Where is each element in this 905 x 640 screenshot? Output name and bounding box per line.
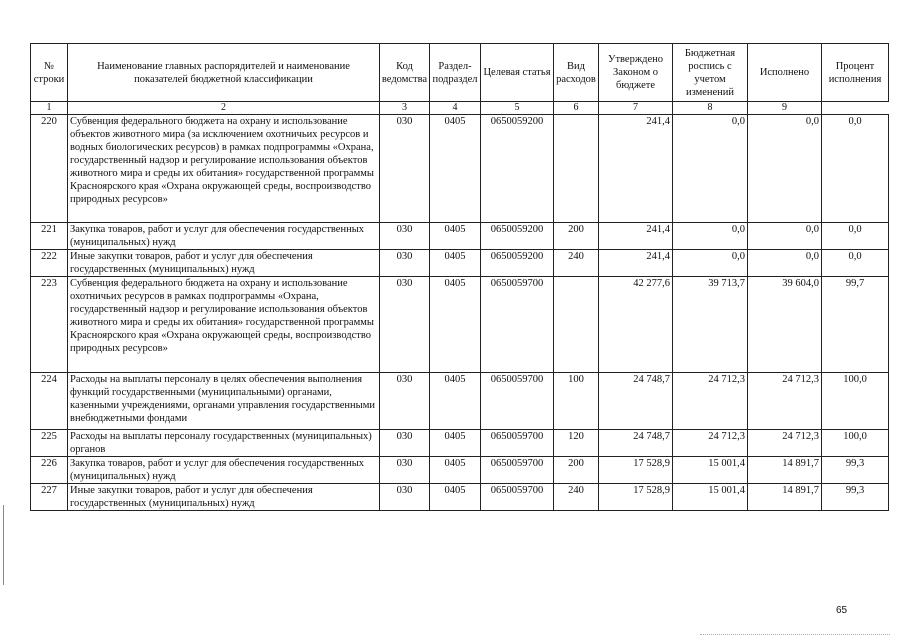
row-name: Расходы на выплаты персоналу в целях обеспечения выполнения функций государственными (муниципальными) органами, казенными учреждениями, органами управления государственными внебюджетными фондами	[68, 373, 380, 430]
table-row	[31, 457, 889, 484]
row-name: Иные закупки товаров, работ и услуг для обеспечения государственных (муниципальных) нужд	[68, 250, 380, 277]
header-name: Наименование главных распорядителей и наименование показателей бюджетной классификации	[68, 44, 380, 102]
approved-value: 17 528,9	[599, 457, 673, 484]
header-target-article: Целевая статья	[481, 44, 554, 102]
approved-value: 24 748,7	[599, 373, 673, 430]
budget-list-value: 15 001,4	[673, 484, 748, 511]
approved-value: 42 277,6	[599, 277, 673, 373]
section-code: 0405	[430, 223, 481, 250]
column-number-row	[31, 102, 889, 115]
approved-value: 241,4	[599, 115, 673, 223]
percent-value: 0,0	[822, 223, 889, 250]
row-number: 225	[31, 430, 68, 457]
column-number: 9	[748, 102, 822, 115]
dept-code: 030	[380, 373, 430, 430]
row-number: 223	[31, 277, 68, 373]
percent-value: 100,0	[822, 430, 889, 457]
executed-value: 24 712,3	[748, 430, 822, 457]
column-number: 8	[673, 102, 748, 115]
percent-value: 99,7	[822, 277, 889, 373]
header-row	[31, 44, 889, 102]
percent-value: 0,0	[822, 115, 889, 223]
section-code: 0405	[430, 430, 481, 457]
dept-code: 030	[380, 484, 430, 511]
row-number: 224	[31, 373, 68, 430]
table-row	[31, 115, 889, 223]
executed-value: 14 891,7	[748, 457, 822, 484]
row-number: 222	[31, 250, 68, 277]
target-article: 0650059700	[481, 457, 554, 484]
target-article: 0650059700	[481, 373, 554, 430]
expense-type: 240	[554, 484, 599, 511]
expense-type	[554, 115, 599, 223]
dept-code: 030	[380, 457, 430, 484]
budget-list-value: 0,0	[673, 115, 748, 223]
section-code: 0405	[430, 250, 481, 277]
footer-dotted-line	[700, 634, 890, 636]
dept-code: 030	[380, 430, 430, 457]
target-article: 0650059200	[481, 223, 554, 250]
table-row	[31, 250, 889, 277]
percent-value: 0,0	[822, 250, 889, 277]
header-approved: Утверждено Законом о бюджете	[599, 44, 673, 102]
target-article: 0650059700	[481, 277, 554, 373]
executed-value: 39 604,0	[748, 277, 822, 373]
section-code: 0405	[430, 373, 481, 430]
budget-execution-table	[30, 43, 889, 511]
section-code: 0405	[430, 484, 481, 511]
expense-type: 120	[554, 430, 599, 457]
column-number: 5	[481, 102, 554, 115]
row-name: Субвенция федерального бюджета на охрану и использование объектов животного мира (за исключением охотничьих ресурсов и водных биологических ресурсов) в рамках подпрограммы «Охрана, государственный надзор и регулирование использования объектов животного мира и среды их обитания» государственной программы Красноярского края «Охрана окружающей среды, воспроизводство природных ресурсов»	[68, 115, 380, 223]
percent-value: 99,3	[822, 457, 889, 484]
target-article: 0650059200	[481, 250, 554, 277]
target-article: 0650059700	[481, 484, 554, 511]
row-name: Закупка товаров, работ и услуг для обеспечения государственных (муниципальных) нужд	[68, 223, 380, 250]
table-row	[31, 430, 889, 457]
header-section: Раздел-подраздел	[430, 44, 481, 102]
page-number: 65	[836, 605, 848, 616]
table-row	[31, 277, 889, 373]
row-name: Расходы на выплаты персоналу государственных (муниципальных) органов	[68, 430, 380, 457]
header-percent: Процент исполнения	[822, 44, 889, 102]
target-article: 0650059700	[481, 430, 554, 457]
percent-value: 100,0	[822, 373, 889, 430]
row-number: 221	[31, 223, 68, 250]
expense-type: 100	[554, 373, 599, 430]
row-number: 226	[31, 457, 68, 484]
budget-list-value: 24 712,3	[673, 430, 748, 457]
section-code: 0405	[430, 277, 481, 373]
section-code: 0405	[430, 115, 481, 223]
row-number: 227	[31, 484, 68, 511]
expense-type	[554, 277, 599, 373]
executed-value: 0,0	[748, 115, 822, 223]
row-name: Иные закупки товаров, работ и услуг для обеспечения государственных (муниципальных) нужд	[68, 484, 380, 511]
target-article: 0650059200	[481, 115, 554, 223]
budget-list-value: 0,0	[673, 250, 748, 277]
expense-type: 240	[554, 250, 599, 277]
header-row-no: № строки	[31, 44, 68, 102]
percent-value: 99,3	[822, 484, 889, 511]
table-row	[31, 223, 889, 250]
executed-value: 0,0	[748, 250, 822, 277]
dept-code: 030	[380, 223, 430, 250]
column-number: 6	[554, 102, 599, 115]
header-dept-code: Код ведомства	[380, 44, 430, 102]
expense-type: 200	[554, 457, 599, 484]
column-number: 3	[380, 102, 430, 115]
table-row	[31, 484, 889, 511]
executed-value: 0,0	[748, 223, 822, 250]
executed-value: 14 891,7	[748, 484, 822, 511]
row-name: Закупка товаров, работ и услуг для обеспечения государственных (муниципальных) нужд	[68, 457, 380, 484]
approved-value: 241,4	[599, 223, 673, 250]
column-number: 1	[31, 102, 68, 115]
budget-list-value: 24 712,3	[673, 373, 748, 430]
budget-list-value: 39 713,7	[673, 277, 748, 373]
column-number: 7	[599, 102, 673, 115]
section-code: 0405	[430, 457, 481, 484]
dept-code: 030	[380, 277, 430, 373]
header-executed: Исполнено	[748, 44, 822, 102]
budget-list-value: 15 001,4	[673, 457, 748, 484]
expense-type: 200	[554, 223, 599, 250]
column-number: 2	[68, 102, 380, 115]
dept-code: 030	[380, 250, 430, 277]
header-budget-list: Бюджетная роспись с учетом изменений	[673, 44, 748, 102]
approved-value: 241,4	[599, 250, 673, 277]
budget-list-value: 0,0	[673, 223, 748, 250]
dept-code: 030	[380, 115, 430, 223]
row-number: 220	[31, 115, 68, 223]
header-expense-type: Вид расходов	[554, 44, 599, 102]
table-row	[31, 373, 889, 430]
column-number: 4	[430, 102, 481, 115]
row-name: Субвенция федерального бюджета на охрану и использование охотничьих ресурсов в рамках подпрограммы «Охрана, государственный надзор и регулирование использования объектов животного мира и среды их обитания» государственной программы Красноярского края «Охрана окружающей среды, воспроизводство природных ресурсов»	[68, 277, 380, 373]
scan-edge-mark	[3, 505, 4, 585]
approved-value: 17 528,9	[599, 484, 673, 511]
executed-value: 24 712,3	[748, 373, 822, 430]
approved-value: 24 748,7	[599, 430, 673, 457]
